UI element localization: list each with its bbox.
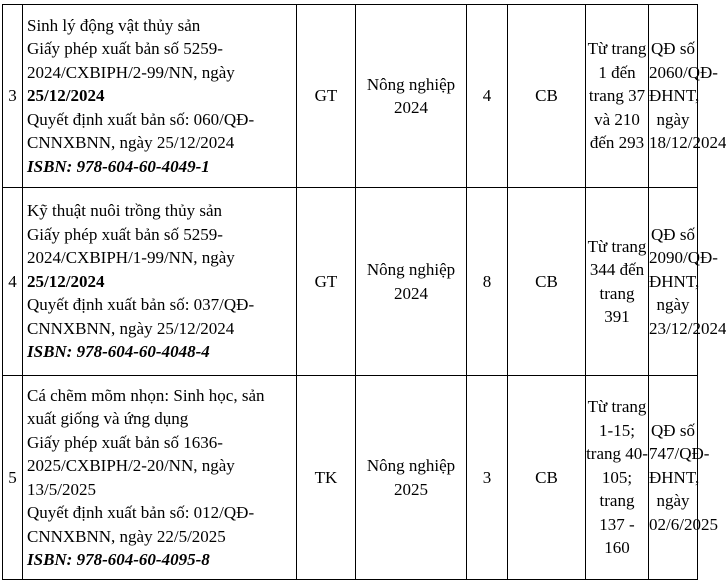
quantity: 3	[467, 376, 508, 580]
isbn: ISBN: 978-604-60-4048-4	[27, 342, 210, 362]
page-range: Từ trang 344 đến trang 391	[586, 188, 649, 376]
publisher-year: Nông nghiệp 2024	[356, 5, 467, 188]
publishing-license	[27, 223, 294, 294]
book-title: Sinh lý động vật thủy sản	[27, 15, 201, 35]
author-role: CB	[508, 188, 586, 376]
row-number: 5	[3, 376, 23, 580]
quantity: 4	[467, 5, 508, 188]
book-type: GT	[297, 188, 356, 376]
book-title: Cá chẽm mõm nhọn: Sinh học, sản xuất giống và ứng dụng	[27, 385, 265, 428]
license-text: Giấy phép xuất bản số 1636-2025/CXBIPH/2-20/NN, ngày	[27, 432, 235, 475]
publisher-year: Nông nghiệp 2024	[356, 188, 467, 376]
publishing-decision: Quyết định xuất bản số: 012/QĐ-CNNXBNN, ngày 22/5/2025	[27, 503, 255, 546]
author-role: CB	[508, 5, 586, 188]
row-number: 4	[3, 188, 23, 376]
license-text: Giấy phép xuất bản số 5259-2024/CXBIPH/2-99/NN, ngày	[27, 39, 235, 82]
book-title: Kỹ thuật nuôi trồng thủy sản	[27, 201, 223, 221]
license-date: 13/5/2025	[27, 479, 96, 499]
license-text: Giấy phép xuất bản số 5259-2024/CXBIPH/1-99/NN, ngày	[27, 224, 235, 268]
publishing-license	[27, 431, 294, 502]
row-number: 3	[3, 5, 23, 188]
license-date: 25/12/2024	[27, 271, 105, 291]
book-info-cell	[23, 376, 297, 580]
book-info-cell	[23, 5, 297, 188]
approval-decision: QĐ số 747/QĐ-ĐHNT, ngày 02/6/2025	[649, 376, 698, 580]
book-type: GT	[297, 5, 356, 188]
page-range: Từ trang 1 đến trang 37 và 210 đến 293	[586, 5, 649, 188]
isbn: ISBN: 978-604-60-4049-1	[27, 156, 210, 176]
license-date: 25/12/2024	[27, 86, 105, 106]
book-type: TK	[297, 376, 356, 580]
publishing-decision: Quyết định xuất bản số: 037/QĐ-CNNXBNN, ngày 25/12/2024	[27, 295, 255, 338]
publications-table	[2, 4, 726, 580]
quantity: 8	[467, 188, 508, 376]
page-range: Từ trang 1-15; trang 40-105; trang 137 - 160	[586, 376, 649, 580]
publisher-year: Nông nghiệp 2025	[356, 376, 467, 580]
publishing-decision: Quyết định xuất bản số: 060/QĐ-CNNXBNN, ngày 25/12/2024	[27, 109, 255, 153]
isbn: ISBN: 978-604-60-4095-8	[27, 550, 210, 569]
book-info-cell	[23, 188, 297, 376]
author-role: CB	[508, 376, 586, 580]
publishing-license	[27, 37, 294, 108]
table-row	[3, 5, 698, 188]
approval-decision: QĐ số 2090/QĐ-ĐHNT, ngày 23/12/2024	[649, 188, 698, 376]
table-row	[3, 376, 698, 580]
approval-decision: QĐ số 2060/QĐ-ĐHNT, ngày 18/12/2024	[649, 5, 698, 188]
table-row	[3, 188, 698, 376]
